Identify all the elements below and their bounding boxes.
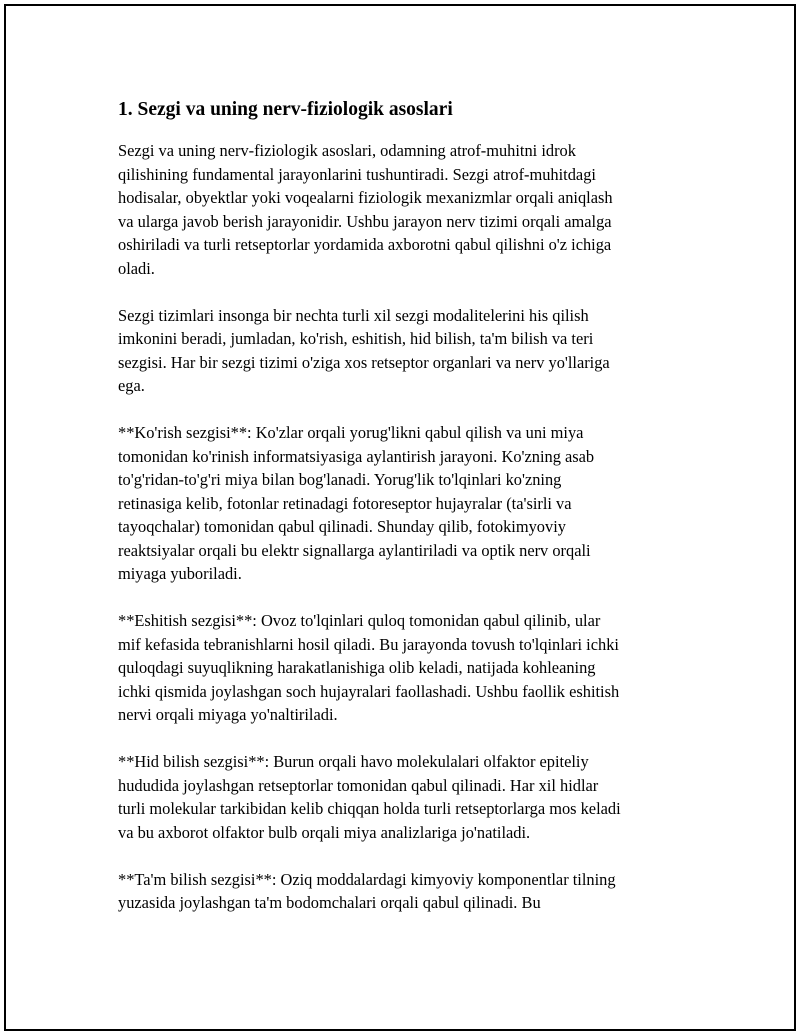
- paragraph-vision: **Ko'rish sezgisi**: Ko'zlar orqali yorug'likni qabul qilish va uni miya tomonidan ko'rinish informatsiyasiga aylantirish jarayoni. Ko'zning asab to'g'ridan-to'g'ri miya bilan bog'lanadi. Yorug'lik to'lqinlari ko'zning retinasiga kelib, fotonlar retinadagi fotoreseptor hujayralar (ta'sirli va tayoqchalar) tomonidan qabul qilinadi. Shunday qilib, fotokimyoviy reaktsiyalar orqali bu elektr signallarga aylantiriladi va optik nerv orqali miyaga yuboriladi.: [118, 423, 595, 583]
- paragraph-smell: **Hid bilish sezgisi**: Burun orqali havo molekulalari olfaktor epiteliy hududida joylashgan retseptorlar tomonidan qabul qilinadi. Har xil hidlar turli molekular tarkibidan kelib chiqqan holda turli retseptorlarga mos keladi va bu axborot olfaktor bulb orqali miya analizlariga jo'natiladi.: [118, 752, 621, 842]
- page-frame: [4, 4, 796, 1031]
- paragraph-sense-systems: Sezgi tizimlari insonga bir nechta turli xil sezgi modalitelerini his qilish imkonini beradi, jumladan, ko'rish, eshitish, hid bilish, ta'm bilish va teri sezgisi. Har bir sezgi tizimi o'ziga xos retseptor organlari va nerv yo'llariga ega.: [118, 305, 610, 395]
- paragraph-taste: **Ta'm bilish sezgisi**: Oziq moddalardagi kimyoviy komponentlar tilning yuzasida joylashgan ta'm bodomchalari orqali qabul qilinadi. Bu: [118, 869, 616, 912]
- document-body: [118, 97, 698, 938]
- paragraph-intro: Sezgi va uning nerv-fiziologik asoslari, odamning atrof-muhitni idrok qilishining fundamental jarayonlarini tushuntiradi. Sezgi atrof-muhitdagi hodisalar, obyektlar yoki voqealarni fiziologik mexanizmlar orqali aniqlash va ularga javob berish jarayonidir. Ushbu jarayon nerv tizimi orqali amalga oshiriladi va turli retseptorlar yordamida axborotni qabul qilishni o'z ichiga oladi.: [118, 141, 613, 278]
- section-heading: 1. Sezgi va uning nerv-fiziologik asoslari: [118, 99, 453, 120]
- paragraph-hearing: **Eshitish sezgisi**: Ovoz to'lqinlari quloq tomonidan qabul qilinib, ular mif kefasida tebranishlarni hosil qiladi. Bu jarayonda tovush to'lqinlari ichki quloqdagi suyuqlikning harakatlanishiga olib keladi, natijada kohleaning ichki qismida joylashgan soch hujayralari faollashadi. Ushbu faollik eshitish nervi orqali miyaga yo'naltiriladi.: [118, 611, 620, 724]
